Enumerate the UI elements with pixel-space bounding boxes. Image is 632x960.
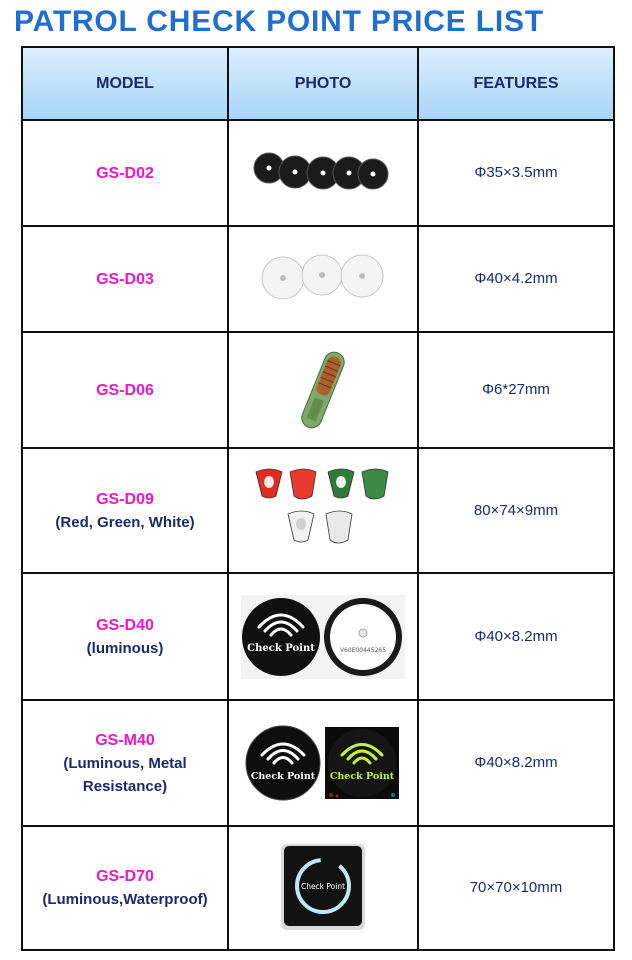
table-row [22,700,614,826]
table-row [22,226,614,332]
features-cell [418,226,614,332]
white-round-tags-image [258,254,388,304]
table-row [22,448,614,573]
features-cell [418,332,614,448]
table-row [22,332,614,448]
model-note: (Luminous, Metal Resistance) [63,754,187,795]
header-row [22,47,614,120]
features-value: Φ6*27mm [482,381,550,398]
table-row [22,826,614,950]
serial-number: V60E00445265 [339,646,387,654]
photo-cell [228,120,418,226]
model-cell [22,448,228,573]
photo-cell [228,573,418,700]
model-name: GS-D03 [96,270,154,288]
photo-cell [228,332,418,448]
header-photo: PHOTO [228,47,418,120]
features-value: 70×70×10mm [469,879,563,896]
header-model: MODEL [22,47,228,120]
check-point-label: Check Point [329,771,395,782]
features-value: Φ40×8.2mm [474,627,558,645]
model-name: GS-D70 [96,868,154,885]
model-cell [22,826,228,950]
model-name: GS-D09 [96,490,154,508]
metal-resistant-checkpoint-tags-image [245,725,401,801]
features-value: 80×74×9mm [473,501,559,519]
photo-cell [228,700,418,826]
table-row [22,573,614,700]
header-features: FEATURES [418,47,614,120]
price-table [21,46,615,951]
model-cell [22,226,228,332]
table-row [22,120,614,226]
features-cell [418,700,614,826]
photo-cell [228,448,418,573]
features-cell [418,826,614,950]
features-value: Φ40×4.2mm [474,270,558,287]
features-cell [418,120,614,226]
model-cell [22,332,228,448]
model-cell [22,573,228,700]
luminous-checkpoint-tags-image [241,595,405,679]
model-note: (Luminous,Waterproof) [42,891,208,908]
photo-cell [228,226,418,332]
features-cell [418,448,614,573]
check-point-label: Check Point [247,642,315,654]
model-name: GS-D02 [96,164,154,182]
glass-capsule-tag-image [293,345,353,435]
black-round-tags-image [253,148,393,198]
check-point-label: Check Point [250,771,316,782]
features-value: Φ40×8.2mm [474,754,558,771]
page-title: PATROL CHECK POINT PRICE LIST [14,5,544,38]
model-cell [22,120,228,226]
features-value: Φ35×3.5mm [474,164,558,181]
keyfob-tags-image [248,466,398,556]
model-note: (luminous) [86,639,164,657]
model-note: (Red, Green, White) [55,513,195,531]
check-point-label: Check Point [300,882,346,891]
model-name: GS-M40 [95,731,155,749]
model-cell [22,700,228,826]
features-cell [418,573,614,700]
model-name: GS-D40 [96,616,154,634]
square-waterproof-tag-image [280,843,366,933]
photo-cell [228,826,418,950]
model-name: GS-D06 [96,381,154,399]
